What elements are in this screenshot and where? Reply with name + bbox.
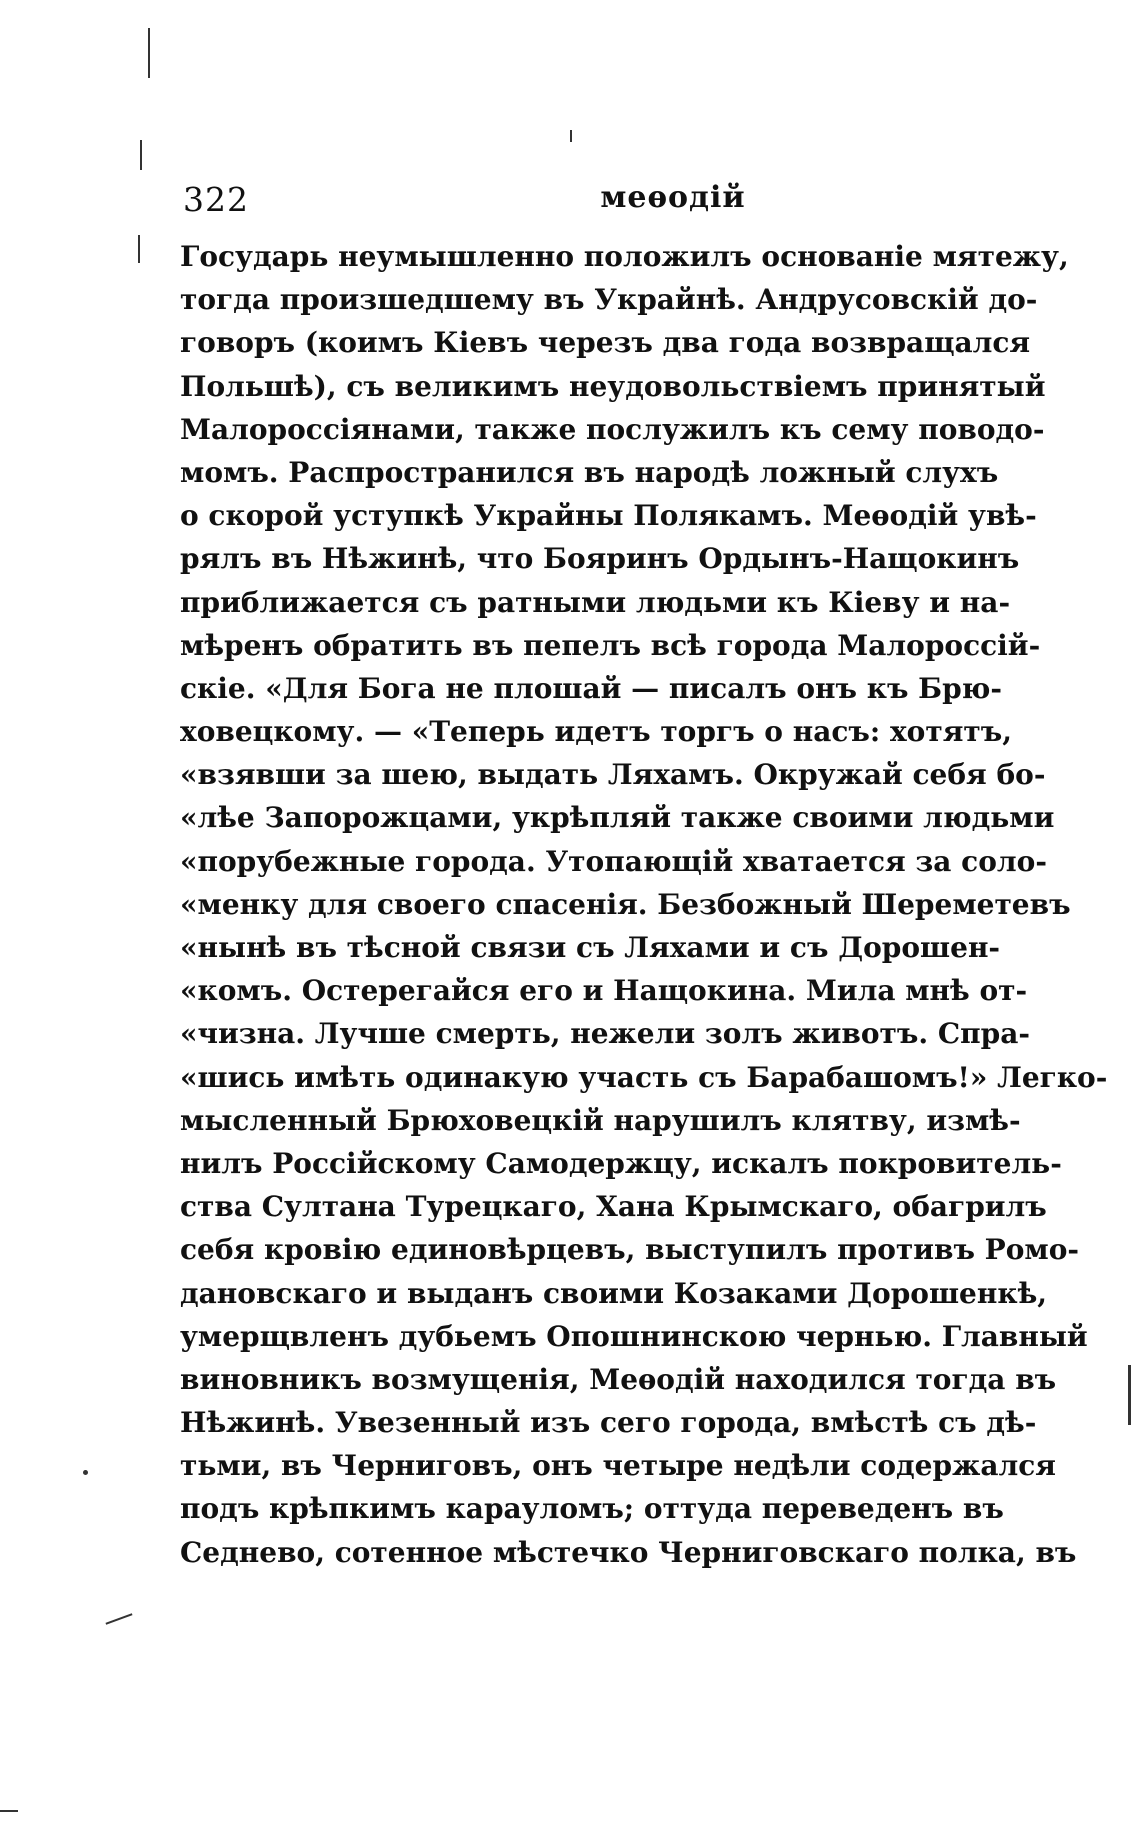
text-line: нилъ Россійскому Самодержцу, искалъ покровитель- — [180, 1146, 1062, 1180]
text-line: «взявши за шею, выдать Ляхамъ. Окружай себя бо- — [180, 758, 1046, 792]
text-line: Седнево, сотенное мѣстечко Черниговскаго полка, въ — [180, 1535, 1077, 1569]
text-line: скіе. «Для Бога не плошай — писалъ онъ къ Брю- — [180, 671, 1003, 705]
text-line: тьми, въ Черниговъ, онъ четыре недѣли содержался — [180, 1449, 1056, 1483]
text-line: виновникъ возмущенія, Меѳодій находился тогда въ — [180, 1362, 1057, 1396]
text-line: «менку для своего спасенія. Безбожный Шереметевъ — [180, 887, 1071, 921]
text-line: ховецкому. — «Теперь идетъ торгъ о насъ: хотятъ, — [180, 715, 1012, 749]
text-line: умерщвленъ дубьемъ Опошнинскою чернью. Главный — [180, 1319, 1088, 1353]
text-line: говоръ (коимъ Кіевъ черезъ два года возвращался — [180, 326, 1031, 360]
top-speck — [570, 130, 572, 142]
left-margin-mark — [148, 28, 150, 78]
text-line: себя кровію единовѣрцевъ, выступилъ противъ Ромо- — [180, 1233, 1080, 1267]
text-line: дановскаго и выданъ своими Козаками Дорошенкѣ, — [180, 1276, 1048, 1310]
left-margin-mark — [140, 140, 142, 170]
text-line: приближается съ ратными людьми къ Кіеву и на- — [180, 585, 1011, 619]
text-line: Польшѣ), съ великимъ неудовольствіемъ принятый — [180, 369, 1046, 403]
left-margin-mark — [0, 1810, 18, 1812]
text-line: подъ крѣпкимъ карауломъ; оттуда переведенъ въ — [180, 1492, 1004, 1526]
left-margin-mark — [106, 1613, 133, 1624]
page-number: 322 — [183, 180, 249, 219]
text-line: Государь неумышленно положилъ основаніе мятежу, — [180, 240, 1069, 273]
left-margin-dot — [83, 1470, 88, 1475]
text-line: Малороссіянами, также послужилъ къ сему поводо- — [180, 412, 1045, 446]
text-line: момъ. Распространился въ народѣ ложный слухъ — [180, 455, 999, 489]
text-line: рялъ въ Нѣжинѣ, что Бояринъ Ордынъ-Нащокинъ — [180, 542, 1020, 576]
text-line: «шись имѣть одинакую участь съ Барабашомъ!» Легко- — [180, 1060, 1108, 1094]
left-margin-mark — [138, 235, 140, 263]
page-header — [183, 180, 998, 220]
text-line: «нынѣ въ тѣсной связи съ Ляхами и съ Дорошен- — [180, 931, 1001, 964]
text-line: «порубежные города. Утопающій хватается за соло- — [180, 844, 1047, 878]
text-line: мѣренъ обратить въ пепелъ всѣ города Малороссій- — [180, 628, 1041, 662]
text-line: мысленный Брюховецкій нарушилъ клятву, измѣ- — [180, 1103, 1021, 1137]
body-text — [180, 235, 1108, 1574]
text-line: «лѣе Запорожцами, укрѣпляй также своими людьми — [180, 801, 1055, 835]
right-margin-mark — [1128, 1365, 1131, 1425]
text-line: тогда произшедшему въ Украйнѣ. Андрусовскій до- — [180, 283, 1038, 317]
text-line: ства Султана Турецкаго, Хана Крымскаго, обагрилъ — [180, 1190, 1047, 1224]
text-line: о скорой уступкѣ Украйны Полякамъ. Меѳодій увѣ- — [180, 499, 1037, 533]
text-line: Нѣжинѣ. Увезенный изъ сего города, вмѣстѣ съ дѣ- — [180, 1406, 1037, 1440]
running-head: меѳодій — [600, 180, 746, 215]
text-line: «чизна. Лучше смерть, нежели золъ животъ. Спра- — [180, 1017, 1030, 1051]
text-line: «комъ. Остерегайся его и Нащокина. Мила мнѣ от- — [180, 974, 1028, 1008]
